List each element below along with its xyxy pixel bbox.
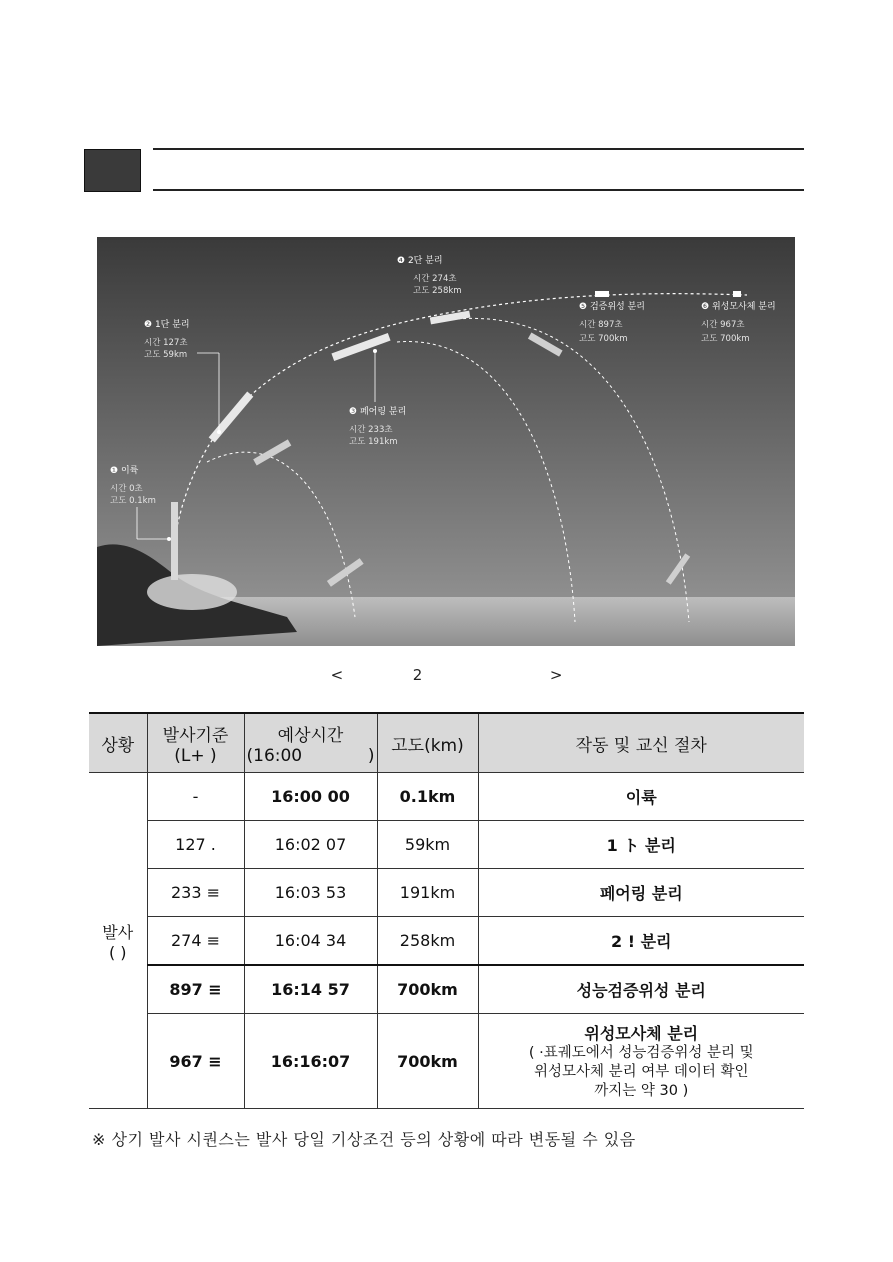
svg-text:시간 967초: 시간 967초 xyxy=(701,320,745,330)
title-rule-bottom xyxy=(153,189,804,191)
cell-altitude: 59km xyxy=(377,821,478,869)
svg-text:❶ 이륙: ❶ 이륙 xyxy=(110,466,139,476)
header-procedure: 작동 및 교신 절차 xyxy=(478,713,804,773)
cell-launch-ref: - xyxy=(147,773,244,821)
cell-expected-time: 16:04 34 xyxy=(244,917,377,966)
svg-text:고도 191km: 고도 191km xyxy=(349,437,398,447)
cell-launch-ref: 274 ≡ xyxy=(147,917,244,966)
svg-text:시간 897초: 시간 897초 xyxy=(579,320,623,330)
svg-text:고도 700km: 고도 700km xyxy=(701,334,750,344)
svg-text:시간 233초: 시간 233초 xyxy=(349,425,393,435)
mock-satellite xyxy=(733,291,741,297)
svg-text:고도 258km: 고도 258km xyxy=(413,286,462,296)
cell-procedure: 1 ト 분리 xyxy=(478,821,804,869)
cell-launch-ref: 233 ≡ xyxy=(147,869,244,917)
footnote: ※ 상기 발사 시퀀스는 발사 당일 기상조건 등의 상황에 따라 변동될 수 있음 xyxy=(92,1130,636,1149)
launch-sequence-table xyxy=(89,712,804,1109)
svg-text:고도 0.1km: 고도 0.1km xyxy=(110,496,156,506)
svg-text:고도 700km: 고도 700km xyxy=(579,334,628,344)
cell-procedure: 위성모사체 분리 ( ·표궤도에서 성능검증위성 분리 및 위성모사체 분리 여부 데이터 확인 까지는 약 30 ) xyxy=(478,1014,804,1109)
svg-text:❻ 위성모사체 분리: ❻ 위성모사체 분리 xyxy=(701,302,776,312)
header-situation: 상황 xyxy=(89,713,147,773)
svg-text:시간 274초: 시간 274초 xyxy=(413,274,457,284)
verification-satellite xyxy=(595,291,609,297)
cell-altitude: 258km xyxy=(377,917,478,966)
table-row xyxy=(89,773,804,821)
cell-expected-time: 16:14 57 xyxy=(244,965,377,1014)
cell-expected-time: 16:03 53 xyxy=(244,869,377,917)
svg-text:시간 127초: 시간 127초 xyxy=(144,338,188,348)
cell-procedure: 2 ! 분리 xyxy=(478,917,804,966)
cell-altitude: 700km xyxy=(377,965,478,1014)
cell-expected-time: 16:16:07 xyxy=(244,1014,377,1109)
group-cell-launch: 발사 ( ) xyxy=(89,773,147,1109)
launch-sequence-figure xyxy=(97,237,795,646)
header-launch-ref: 발사기준 (L+ ) xyxy=(147,713,244,773)
svg-text:❺ 검증위성 분리: ❺ 검증위성 분리 xyxy=(579,302,645,312)
table-row xyxy=(89,917,804,966)
cell-expected-time: 16:02 07 xyxy=(244,821,377,869)
section-number-box xyxy=(84,149,141,192)
svg-text:❹ 2단 분리: ❹ 2단 분리 xyxy=(397,256,443,266)
rocket-on-pad xyxy=(171,502,178,580)
svg-text:❸ 페어링 분리: ❸ 페어링 분리 xyxy=(349,407,407,417)
launch-smoke xyxy=(147,574,237,610)
table-header-row xyxy=(89,713,804,773)
cell-altitude: 0.1km xyxy=(377,773,478,821)
table-row xyxy=(89,821,804,869)
cell-altitude: 191km xyxy=(377,869,478,917)
cell-launch-ref: 967 ≡ xyxy=(147,1014,244,1109)
svg-text:시간 0초: 시간 0초 xyxy=(110,484,143,494)
header-expected-time: 예상시간 (16:00 ) xyxy=(244,713,377,773)
table-row xyxy=(89,869,804,917)
cell-launch-ref: 127 . xyxy=(147,821,244,869)
title-rule-top xyxy=(153,148,804,150)
cell-procedure: 이륙 xyxy=(478,773,804,821)
cell-altitude: 700km xyxy=(377,1014,478,1109)
header-altitude: 고도(km) xyxy=(377,713,478,773)
cell-procedure: 성능검증위성 분리 xyxy=(478,965,804,1014)
cell-expected-time: 16:00 00 xyxy=(244,773,377,821)
cell-procedure: 페어링 분리 xyxy=(478,869,804,917)
table-row xyxy=(89,965,804,1014)
svg-text:❷ 1단 분리: ❷ 1단 분리 xyxy=(144,320,190,330)
svg-text:고도 59km: 고도 59km xyxy=(144,350,188,360)
cell-launch-ref: 897 ≡ xyxy=(147,965,244,1014)
figure-caption: < 2 > xyxy=(330,666,563,684)
table-row xyxy=(89,1014,804,1109)
